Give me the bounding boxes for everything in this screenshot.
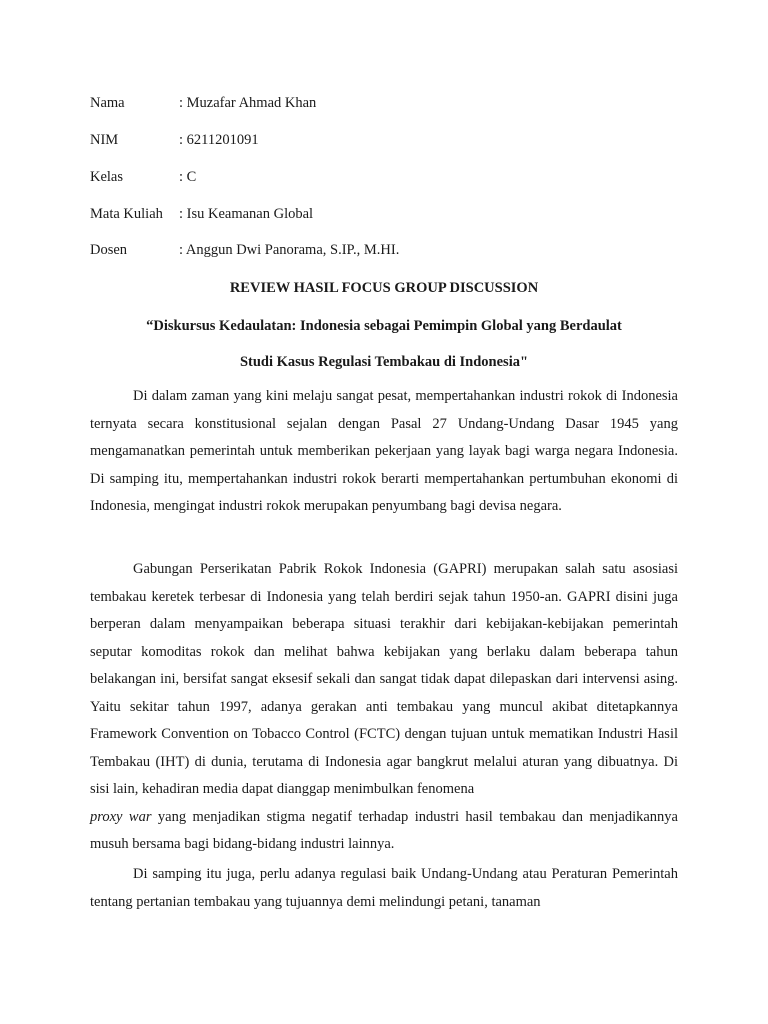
identity-value: : C — [179, 169, 197, 185]
identity-label: NIM — [90, 132, 119, 148]
paragraph-2-text: Gabungan Perserikatan Pabrik Rokok Indonesia (GAPRI) merupakan salah satu asosiasi tembakau keretek terbesar di Indonesia yang telah berdiri sejak tahun 1950-an. GAPRI disini juga berperan dalam menyampaikan beberapa situasi terakhir dari kebijakan-kebijakan pemerintah seputar komoditas rokok dan melihat bahwa kebijakan yang berlaku dalam beberapa tahun belakangan ini, bersifat sangat eksesif sekali dan sangat tidak dapat dilepaskan dari intervensi asing. Yaitu sekitar tahun 1997, adanya gerakan anti tembakau yang muncul akibat ditetapkannya Framework Convention on Tobacco Control (FCTC) dengan tujuan untuk mematikan Industri Hasil Tembakau (IHT) di dunia, terutama di Indonesia agar bangkrut melalui aturan yang dibuatnya. Di sisi lain, kehadiran media dapat dianggap menimbulkan fenomena — [90, 561, 678, 797]
paragraph-1: Di dalam zaman yang kini melaju sangat pesat, mempertahankan industri rokok di Indonesia ternyata secara konstitusional sejalan dengan Pasal 27 Undang-Undang Dasar 1945 yang mengamanatkan pemerintah untuk memberikan pekerjaan yang layak bagi warga negara Indonesia. Di samping itu, mempertahankan industri rokok berarti mempertahankan pertumbuhan ekonomi di Indonesia, mengingat industri rokok merupakan penyumbang bagi devisa negara. — [90, 388, 678, 514]
identity-label: Dosen — [90, 242, 128, 258]
document-subtitle-line1: “Diskursus Kedaulatan: Indonesia sebagai Pemimpin Global yang Berdaulat — [146, 318, 622, 334]
identity-value: : Muzafar Ahmad Khan — [179, 95, 317, 111]
identity-value: : Isu Keamanan Global — [179, 206, 314, 222]
identity-label: Nama — [90, 95, 125, 111]
identity-value: : 6211201091 — [179, 132, 259, 148]
document-title: REVIEW HASIL FOCUS GROUP DISCUSSION — [229, 280, 539, 296]
paragraph-2-text-end: yang menjadikan stigma negatif terhadap industri hasil tembakau dan menjadikannya musuh bersama bagi bidang-bidang industri lainnya. — [90, 808, 678, 852]
paragraph-3: Di samping itu juga, perlu adanya regulasi baik Undang-Undang atau Peraturan Pemerintah tentang pertanian tembakau yang tujuannya demi melindungi petani, tanaman — [90, 866, 678, 910]
paragraph-2 — [90, 556, 678, 859]
paragraph-2-italic-term: proxy war — [90, 808, 152, 825]
document-subtitle-line2: Studi Kasus Regulasi Tembakau di Indonesia" — [239, 354, 529, 370]
identity-value: : Anggun Dwi Panorama, S.IP., M.HI. — [179, 242, 400, 258]
identity-label: Mata Kuliah — [90, 206, 163, 222]
identity-label: Kelas — [90, 169, 124, 185]
